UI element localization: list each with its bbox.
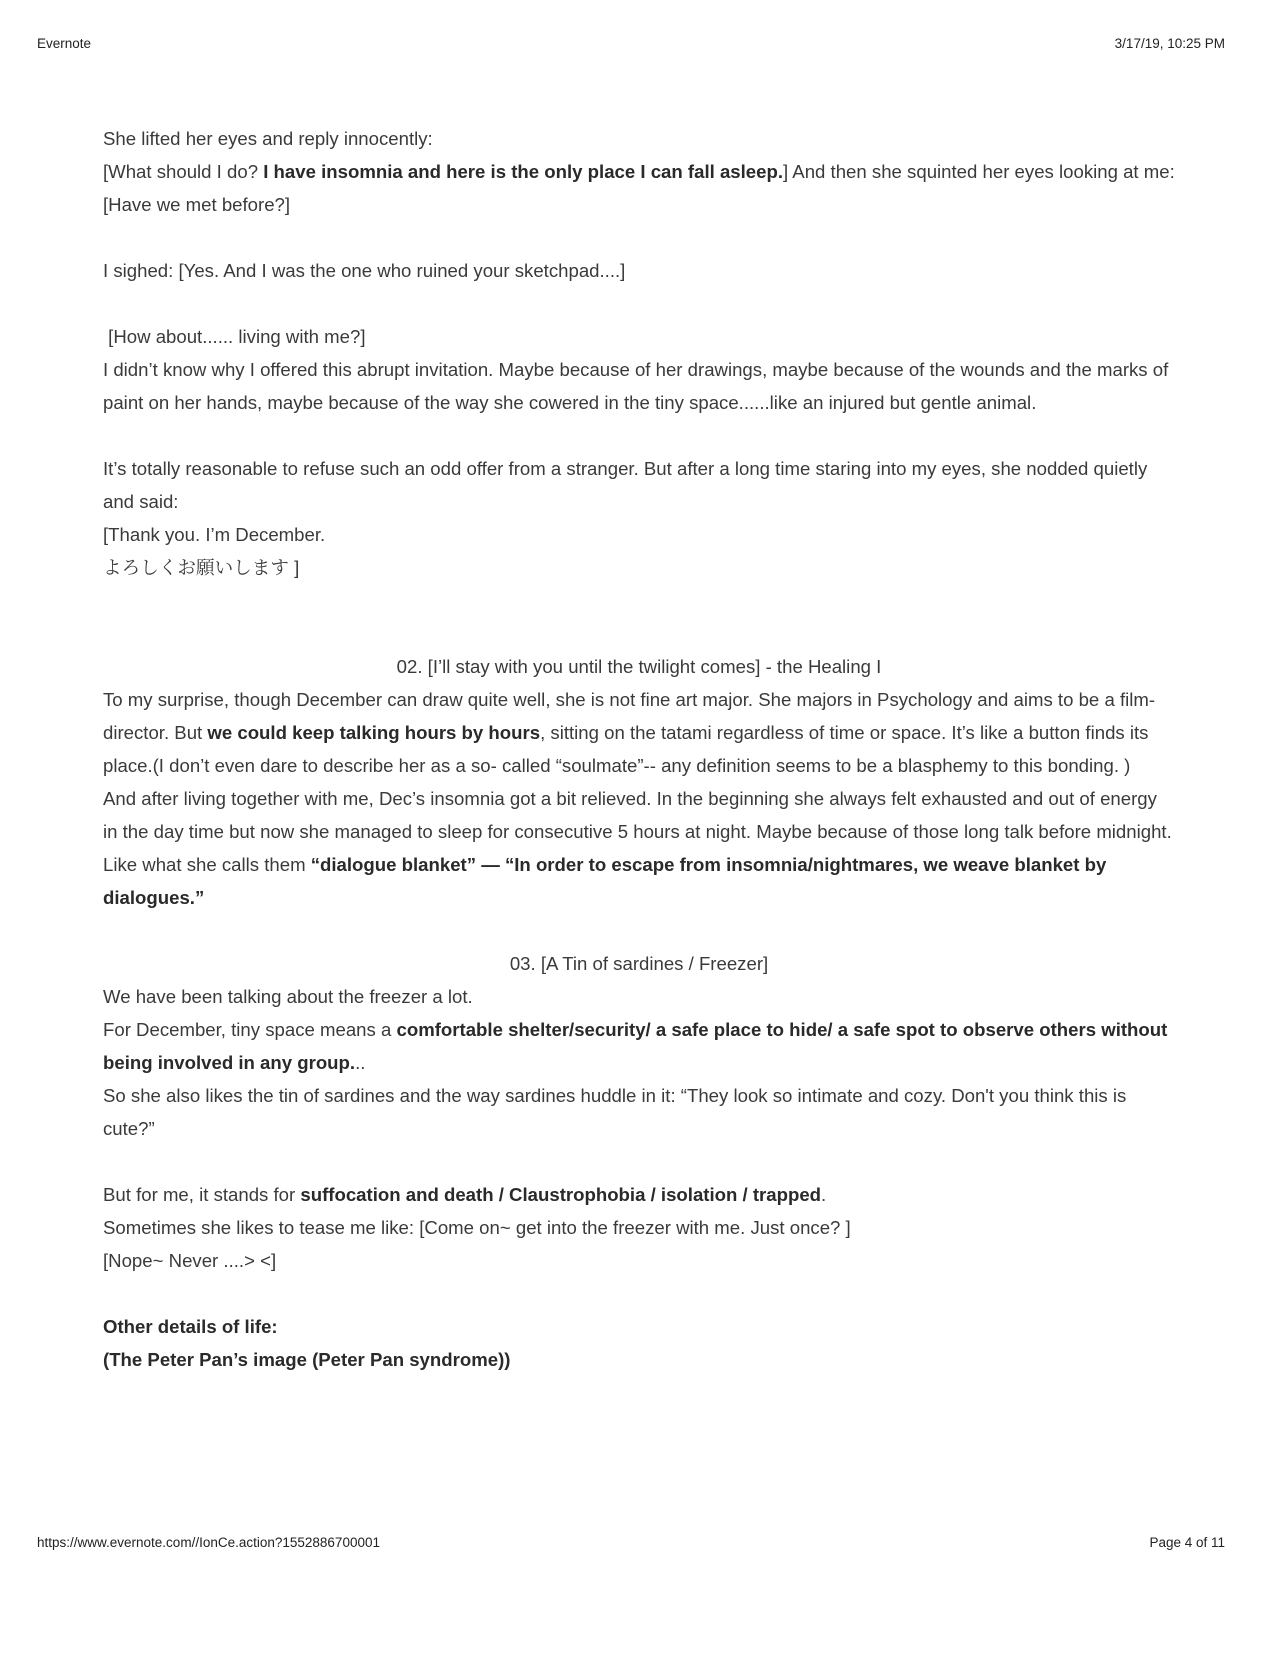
blank-line xyxy=(103,419,1175,452)
section-heading-02: 02. [I’ll stay with you until the twilight comes] - the Healing I xyxy=(396,656,882,677)
bold-text: comfortable shelter/security/ a safe place to hide/ a safe spot to observe others without being involved in any group. xyxy=(103,1019,1168,1073)
blank-line xyxy=(103,914,1175,947)
text: But for me, it stands for xyxy=(103,1184,301,1205)
blank-line xyxy=(103,1277,1175,1310)
text: .. xyxy=(355,1052,366,1073)
paragraph xyxy=(103,155,1175,221)
text: [What should I do? xyxy=(103,161,264,182)
text: , sitting on the tatami regardless of time or space. It’s like a button finds its place.(I don’t even dare to describe her as a so- called “soulmate”-- any definition seems to be a blasphemy to this bonding. ) xyxy=(103,722,1149,776)
text: ] And then she squinted her eyes looking at me: [Have we met before?] xyxy=(103,161,1175,215)
bold-text: we could keep talking hours by hours xyxy=(207,722,541,743)
print-header-app: Evernote xyxy=(37,36,92,51)
paragraph: It’s totally reasonable to refuse such an odd offer from a stranger. But after a long time staring into my eyes, she nodded quietly and said: xyxy=(103,458,1148,512)
print-footer-url: https://www.evernote.com//IonCe.action?1552886700001 xyxy=(37,1535,380,1550)
paragraph: We have been talking about the freezer a lot. xyxy=(103,986,473,1007)
paragraph xyxy=(103,1013,1175,1079)
paragraph xyxy=(103,1343,1175,1376)
paragraph: I sighed: [Yes. And I was the one who ruined your sketchpad....] xyxy=(103,260,626,281)
paragraph xyxy=(103,683,1175,782)
paragraph xyxy=(103,848,1175,914)
bold-text: I have insomnia and here is the only place I can fall asleep. xyxy=(263,161,783,182)
paragraph: [How about...... living with me?] xyxy=(103,326,366,347)
paragraph xyxy=(103,1310,1175,1343)
paragraph: [Thank you. I’m December. xyxy=(103,524,326,545)
blank-line xyxy=(103,617,1175,650)
text: . xyxy=(821,1184,827,1205)
bold-text: “dialogue blanket” — “In order to escape from insomnia/nightmares, we weave blanket by dialogues.” xyxy=(103,854,1107,908)
text: Like what she calls them xyxy=(103,854,311,875)
bold-text: (The Peter Pan’s image (Peter Pan syndrome)) xyxy=(103,1349,511,1370)
paragraph: I didn’t know why I offered this abrupt invitation. Maybe because of her drawings, maybe because of the wounds and the marks of paint on her hands, maybe because of the way she cowered in the tiny space......like an injured but gentle animal. xyxy=(103,359,1169,413)
blank-line xyxy=(103,287,1175,320)
blank-line xyxy=(103,1145,1175,1178)
paragraph: よろしくお願いします ] xyxy=(103,557,300,578)
print-header-datetime: 3/17/19, 10:25 PM xyxy=(1114,36,1225,51)
print-footer-page-number: Page 4 of 11 xyxy=(1149,1535,1225,1550)
paragraph: Sometimes she likes to tease me like: [Come on~ get into the freezer with me. Just once? ] xyxy=(103,1217,851,1238)
paragraph: She lifted her eyes and reply innocently: xyxy=(103,128,433,149)
paragraph xyxy=(103,1178,1175,1211)
section-heading-03: 03. [A Tin of sardines / Freezer] xyxy=(509,953,769,974)
note-content xyxy=(103,122,1175,1376)
bold-text: suffocation and death / Claustrophobia / isolation / trapped xyxy=(300,1184,822,1205)
blank-line xyxy=(103,221,1175,254)
paragraph: And after living together with me, Dec’s insomnia got a bit relieved. In the beginning she always felt exhausted and out of energy in the day time but now she managed to sleep for consecutive 5 hours at night. Maybe because of those long talk before midnight. xyxy=(103,788,1172,842)
text: For December, tiny space means a xyxy=(103,1019,397,1040)
paragraph: [Nope~ Never ....> <] xyxy=(103,1250,277,1271)
paragraph: So she also likes the tin of sardines and the way sardines huddle in it: “They look so intimate and cozy. Don't you think this is cute?” xyxy=(103,1085,1127,1139)
text: To my surprise, though December can draw quite well, she is not fine art major. She majors in Psychology and aims to be a film-director. But xyxy=(103,689,1156,743)
bold-text: Other details of life: xyxy=(103,1316,278,1337)
blank-line xyxy=(103,584,1175,617)
